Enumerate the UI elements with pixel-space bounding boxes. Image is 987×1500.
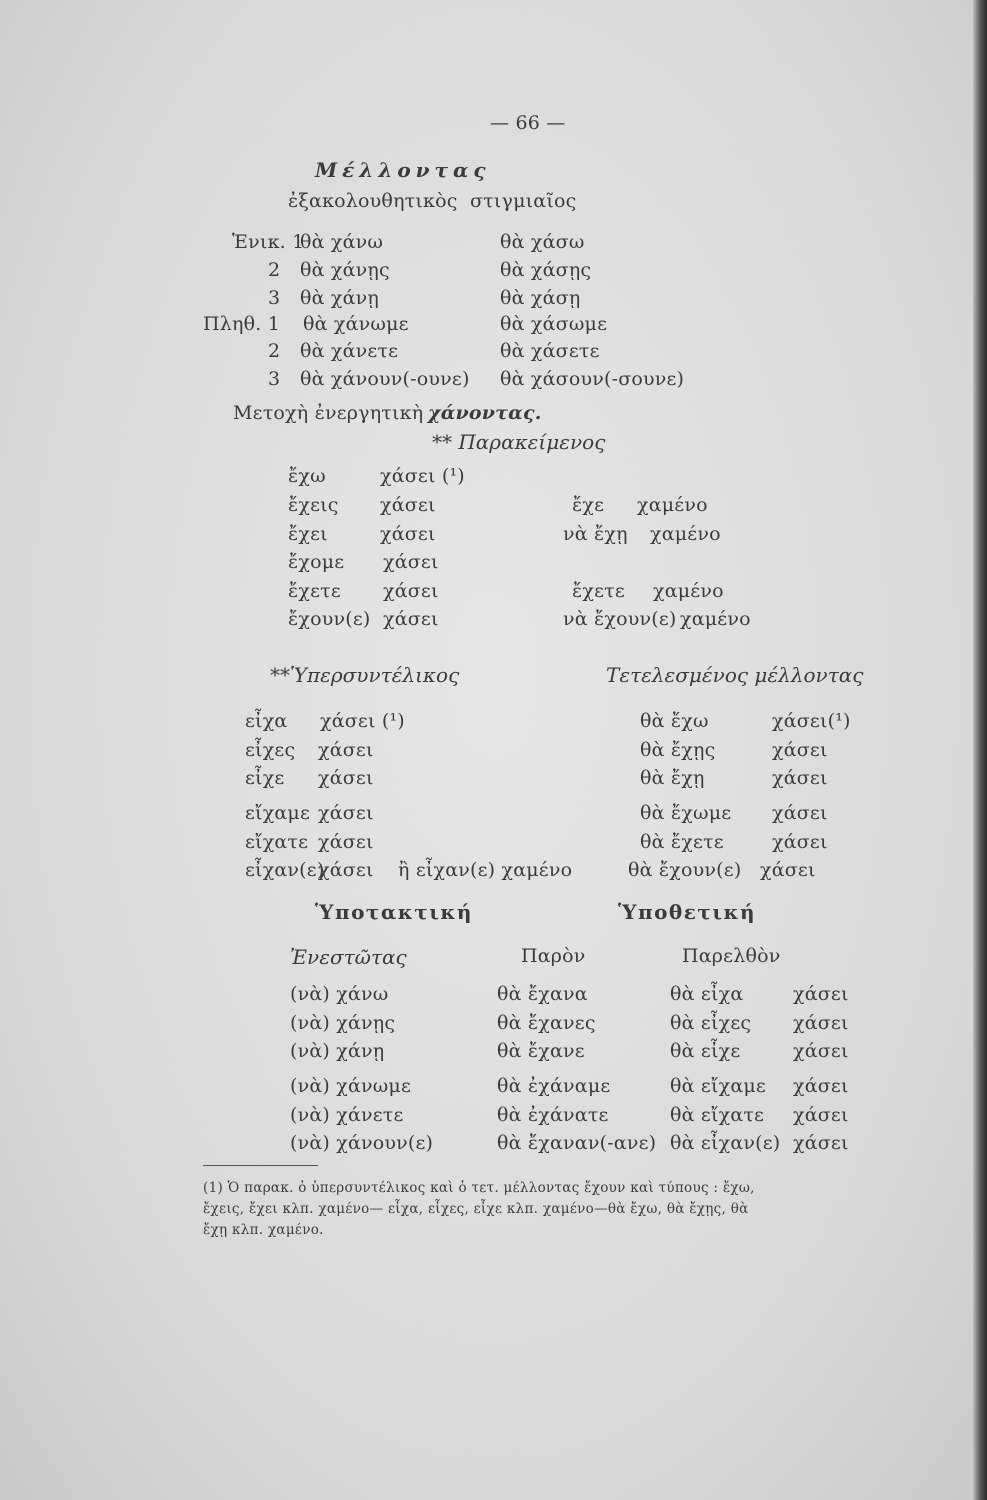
- mellontas-row-label: Ἑνικ. 1: [232, 231, 305, 253]
- enestotas-row: (νὰ) χάνῃς: [290, 1012, 396, 1034]
- mellontas-cell: θὰ χάνῃς: [300, 259, 390, 281]
- parakeimenos-aux: ἔχω: [288, 465, 326, 487]
- parakeimenos-verb: χαμένο: [637, 494, 708, 516]
- parelthon-aux: θὰ εἶχες: [670, 1012, 752, 1034]
- mellontas-cell: θὰ χάσῃ: [500, 287, 581, 309]
- footnote-rule: [203, 1165, 318, 1166]
- mellontas-cell: θὰ χάνῃ: [300, 287, 379, 309]
- tetelesmenos-verb: χάσει: [772, 767, 828, 789]
- parelthon-aux: θὰ εἴχαμε: [670, 1075, 766, 1097]
- footnote-line: ἔχεις, ἔχει κλπ. χαμένο— εἶχα, εἶχες, εἶχε κλπ. χαμένο—θὰ ἔχω, θὰ ἔχῃς, θὰ: [203, 1201, 749, 1217]
- parelthon-verb: χάσει: [793, 1075, 849, 1097]
- tetelesmenos-aux: θὰ ἔχῃ: [640, 767, 705, 789]
- parakeimenos-aux: ἔχομε: [288, 551, 345, 573]
- footnote-line: ἔχῃ κλπ. χαμένο.: [203, 1222, 324, 1238]
- parakeimenos-verb: χάσει: [383, 580, 439, 602]
- mellontas-cell: θὰ χάνετε: [300, 340, 399, 362]
- parakeimenos-title: ** Παρακείμενος: [432, 430, 606, 454]
- hypersyntelikos-verb: χάσει: [318, 767, 374, 789]
- parelthon-aux: θὰ εἴχατε: [670, 1104, 765, 1126]
- parelthon-aux: θὰ εἶχε: [670, 1040, 741, 1062]
- page-edge-shadow: [973, 0, 987, 1500]
- hypersyntelikos-aux: εἴχαμε: [245, 802, 311, 824]
- parakeimenos-aux: νὰ ἔχῃ: [563, 523, 628, 545]
- parakeimenos-aux: ἔχε: [572, 494, 605, 516]
- mellontas-cell: θὰ χάσωμε: [500, 313, 608, 335]
- mellontas-cell: θὰ χάσετε: [500, 340, 600, 362]
- tetelesmenos-verb: χάσει: [772, 802, 828, 824]
- mellontas-col-a-header: ἐξακολουθητικὸς: [288, 190, 458, 212]
- mellontas-cell: θὰ χάνουν(-ουνε): [300, 368, 470, 390]
- mellontas-row-label: 2: [268, 340, 281, 362]
- tetelesmenos-verb: χάσει: [772, 739, 828, 761]
- mellontas-cell: θὰ χάνω: [300, 231, 384, 253]
- mellontas-cell: θὰ χάσουν(-σουνε): [500, 368, 685, 390]
- enestotas-row: (νὰ) χάνω: [290, 983, 389, 1005]
- hypotaktiki-title: Ὑποτακτική: [315, 900, 473, 924]
- mellontas-col-b-header: στιγμιαῖος: [470, 190, 577, 212]
- paron-row: θὰ ἐχάνατε: [497, 1104, 609, 1126]
- parelthon-aux: θὰ εἶχαν(ε): [670, 1132, 781, 1154]
- tetelesmenos-verb: χάσει: [760, 859, 816, 881]
- hypersyntelikos-aux: εἶχες: [245, 739, 296, 761]
- parakeimenos-aux: ἔχει: [288, 523, 328, 545]
- parakeimenos-verb: χάσει: [380, 494, 436, 516]
- hypersyntelikos-verb: χάσει: [318, 859, 374, 881]
- hypersyntelikos-verb: χάσει: [318, 802, 374, 824]
- parelthon-verb: χάσει: [793, 1012, 849, 1034]
- enestotas-row: (νὰ) χάνουν(ε): [290, 1132, 434, 1154]
- paron-row: θὰ ἔχαναν(-ανε): [497, 1132, 657, 1154]
- mellontas-cell: θὰ χάσω: [500, 231, 585, 253]
- parakeimenos-aux: ἔχετε: [288, 580, 341, 602]
- parelthon-header: Παρελθὸν: [682, 945, 781, 967]
- mellontas-cell: θὰ χάνωμε: [303, 313, 409, 335]
- paron-header: Παρὸν: [521, 945, 586, 967]
- enestotas-row: (νὰ) χάνῃ: [290, 1040, 385, 1062]
- hypersyntelikos-aux: εἶχαν(ε): [245, 859, 325, 881]
- tetelesmenos-aux: θὰ ἔχωμε: [640, 802, 732, 824]
- parelthon-verb: χάσει: [793, 983, 849, 1005]
- enestotas-header: Ἐνεστῶτας: [290, 945, 407, 969]
- parelthon-aux: θὰ εἶχα: [670, 983, 744, 1005]
- hypersyntelikos-aux: εἶχε: [245, 767, 285, 789]
- paron-row: θὰ ἔχανα: [497, 983, 588, 1005]
- hypersyntelikos-alt: ἢ εἶχαν(ε) χαμένο: [398, 859, 573, 881]
- hypersyntelikos-verb: χάσει: [318, 831, 374, 853]
- participle-value: χάνοντας.: [428, 402, 542, 424]
- parakeimenos-verb: χάσει: [380, 523, 436, 545]
- parakeimenos-verb: χάσει (¹): [380, 465, 465, 487]
- tetelesmenos-title: Τετελεσμένος μέλλοντας: [606, 663, 864, 687]
- hypersyntelikos-verb: χάσει: [318, 739, 374, 761]
- parakeimenos-aux: ἔχουν(ε): [288, 608, 371, 630]
- paron-row: θὰ ἔχανε: [497, 1040, 585, 1062]
- mellontas-row-label: 2: [268, 259, 281, 281]
- parakeimenos-verb: χαμένο: [680, 608, 751, 630]
- tetelesmenos-verb: χάσει: [772, 831, 828, 853]
- parelthon-verb: χάσει: [793, 1104, 849, 1126]
- parakeimenos-verb: χάσει: [383, 608, 439, 630]
- parelthon-verb: χάσει: [793, 1132, 849, 1154]
- hypersyntelikos-aux: εἶχα: [245, 710, 288, 732]
- tetelesmenos-aux: θὰ ἔχω: [640, 710, 709, 732]
- parakeimenos-aux: ἔχεις: [288, 494, 339, 516]
- enestotas-row: (νὰ) χάνωμε: [290, 1075, 412, 1097]
- hypersyntelikos-aux: εἴχατε: [245, 831, 309, 853]
- hypothetiki-title: Ὑποθετική: [618, 900, 757, 924]
- page-number: — 66 —: [490, 112, 566, 134]
- mellontas-title: Μέλλοντας: [315, 158, 491, 182]
- mellontas-row-label: 3: [268, 287, 281, 309]
- tetelesmenos-verb: χάσει(¹): [772, 710, 851, 732]
- parelthon-verb: χάσει: [793, 1040, 849, 1062]
- enestotas-row: (νὰ) χάνετε: [290, 1104, 404, 1126]
- mellontas-row-label: 3: [268, 368, 281, 390]
- parakeimenos-aux: νὰ ἔχουν(ε): [563, 608, 677, 630]
- hypersyntelikos-title: **Ὑπερσυντέλικος: [270, 663, 460, 687]
- parakeimenos-verb: χαμένο: [653, 580, 724, 602]
- participle-label: Μετοχὴ ἐνεργητικὴ: [233, 402, 424, 424]
- paron-row: θὰ ἐχάναμε: [497, 1075, 611, 1097]
- parakeimenos-aux: ἔχετε: [572, 580, 625, 602]
- mellontas-row-label: Πληθ. 1: [203, 313, 281, 335]
- parakeimenos-verb: χαμένο: [650, 523, 721, 545]
- tetelesmenos-aux: θὰ ἔχουν(ε): [628, 859, 742, 881]
- paron-row: θὰ ἔχανες: [497, 1012, 596, 1034]
- tetelesmenos-aux: θὰ ἔχῃς: [640, 739, 716, 761]
- tetelesmenos-aux: θὰ ἔχετε: [640, 831, 724, 853]
- mellontas-cell: θὰ χάσῃς: [500, 259, 592, 281]
- hypersyntelikos-verb: χάσει (¹): [320, 710, 405, 732]
- footnote-line: (1) Ὁ παρακ. ὁ ὑπερσυντέλικος καὶ ὁ τετ. μέλλοντας ἔχουν καὶ τύπους : ἔχω,: [203, 1180, 755, 1196]
- parakeimenos-verb: χάσει: [383, 551, 439, 573]
